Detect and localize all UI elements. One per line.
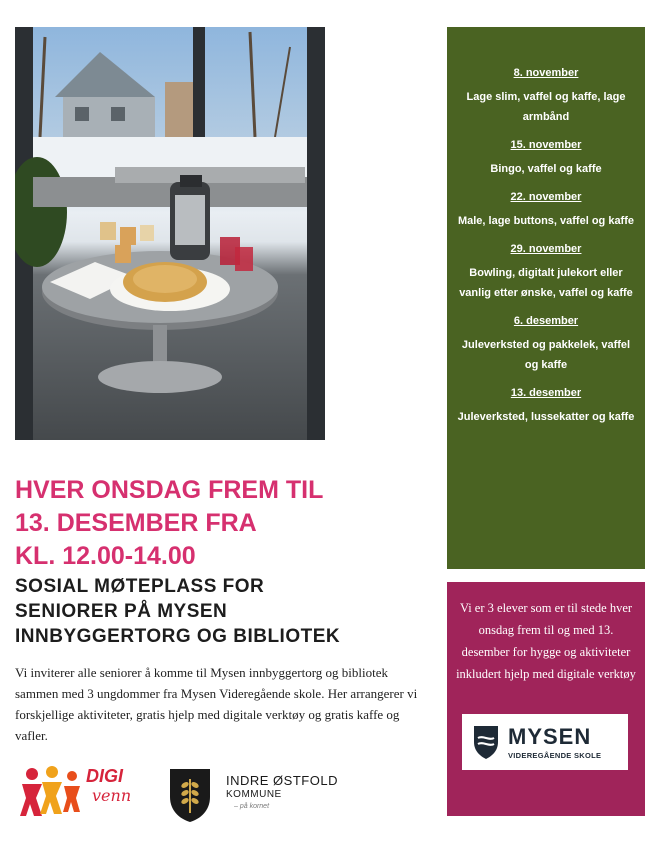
schedule-list [447,65,645,427]
headline-line-2: 13. DESEMBER FRA [15,509,257,537]
mysen-subtitle: VIDEREGÅENDE SKOLE [508,751,602,760]
headline-line-3: KL. 12.00-14.00 [15,542,196,570]
grain-shield-icon [168,767,212,823]
people-figures-icon [18,764,88,820]
schedule-activity: Bowling, digitalt julekort eller vanlig etter ønske, vaffel og kaffe [459,267,633,299]
mysen-name: MYSEN [508,724,592,749]
subheading [15,574,435,649]
photo-cafe-table-icon [15,27,325,440]
schedule-activity: Bingo, vaffel og kaffe [490,163,602,175]
kommune-sub: KOMMUNE [226,789,282,800]
indre-ostfold-logo [168,765,348,825]
schedule-date: 13. desember [510,387,582,399]
headline-line-1: HVER ONSDAG FREM TIL [15,476,324,504]
schedule-date: 8. november [513,67,579,79]
info-text: Vi er 3 elever som er til stede hver onsdag frem til og med 13. desember for hygge og aktiviteter inkludert hjelp med digitale verktøy [456,601,636,681]
schedule-activity: Juleverksted og pakkelek, vaffel og kaffe [461,339,631,371]
intro-paragraph: Vi inviterer alle seniorer å komme til Mysen innbyggertorg og bibliotek sammen med 3 ungdommer fra Mysen Videregående skole. Her arrangerer vi forskjellige aktiviteter, gratis hjelp med digitale verktøy og gratis kaffe og vafler. [15,665,418,743]
subheading-line-1: SOSIAL MØTEPLASS FOR [15,576,265,597]
subheading-line-3: INNBYGGERTORG OG BIBLIOTEK [15,626,341,647]
cafe-photo [15,27,325,440]
schedule-activity: Male, lage buttons, vaffel og kaffe [457,215,635,227]
kommune-name: INDRE ØSTFOLD [226,773,338,788]
schedule-date: 6. desember [513,315,579,327]
schedule-date: 22. november [510,191,582,203]
schedule-panel [447,27,645,569]
subheading-line-2: SENIORER PÅ MYSEN [15,601,228,622]
shield-icon [472,724,500,760]
schedule-activity: Lage slim, vaffel og kaffe, lage armbånd [466,91,626,123]
schedule-date: 15. november [510,139,582,151]
digi-text: DIGI [86,766,124,786]
venn-text: venn [92,786,132,805]
mysen-logo [462,714,628,770]
digi-venn-logo [18,762,153,822]
headline [15,474,435,573]
schedule-date: 29. november [510,243,582,255]
kommune-tagline: – på kornet [234,803,270,810]
info-panel [447,582,645,816]
schedule-activity: Juleverksted, lussekatter og kaffe [457,411,635,423]
